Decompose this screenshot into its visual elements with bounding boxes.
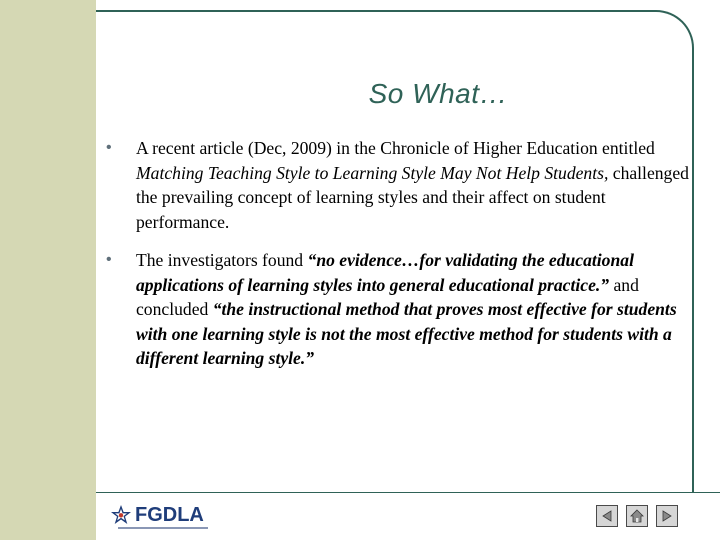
bullet-text-normal: The investigators found [136, 250, 308, 270]
left-decorative-band [0, 0, 96, 540]
bullet-text-normal: challenged the prevailing concept of learning styles and their affect on student performance. [136, 162, 689, 232]
bullet-item [106, 248, 696, 371]
star-seal-icon [110, 504, 132, 526]
bullet-text-normal: A recent article (Dec, 2009) in the Chronicle of Higher Education entitled [136, 138, 655, 158]
fgdla-logo [110, 502, 204, 528]
next-arrow-icon [660, 509, 674, 523]
article-title-italic: Matching Teaching Style to Learning Style May Not Help Students, [136, 162, 609, 183]
previous-arrow-icon [600, 509, 614, 523]
quote-bold-italic: “the instructional method that proves most effective for students with one learning style is not the most effective method for students with a different learning style.” [136, 299, 677, 368]
home-button[interactable] [626, 505, 648, 527]
previous-slide-button[interactable] [596, 505, 618, 527]
bullet-text-normal: and concluded [136, 274, 639, 319]
bullet-marker: • [106, 251, 112, 268]
slide-title: So What… [368, 78, 508, 109]
bullet-item [106, 136, 696, 234]
bullet-list [106, 136, 696, 385]
logo-wordmark: FGDLA [135, 503, 204, 526]
bullet-marker: • [106, 139, 112, 156]
next-slide-button[interactable] [656, 505, 678, 527]
logo-subtext-line [118, 527, 208, 529]
quote-bold-italic: “no evidence…for validating the educational applications of learning styles into general educational practice.” [136, 250, 634, 295]
home-icon [629, 508, 645, 524]
